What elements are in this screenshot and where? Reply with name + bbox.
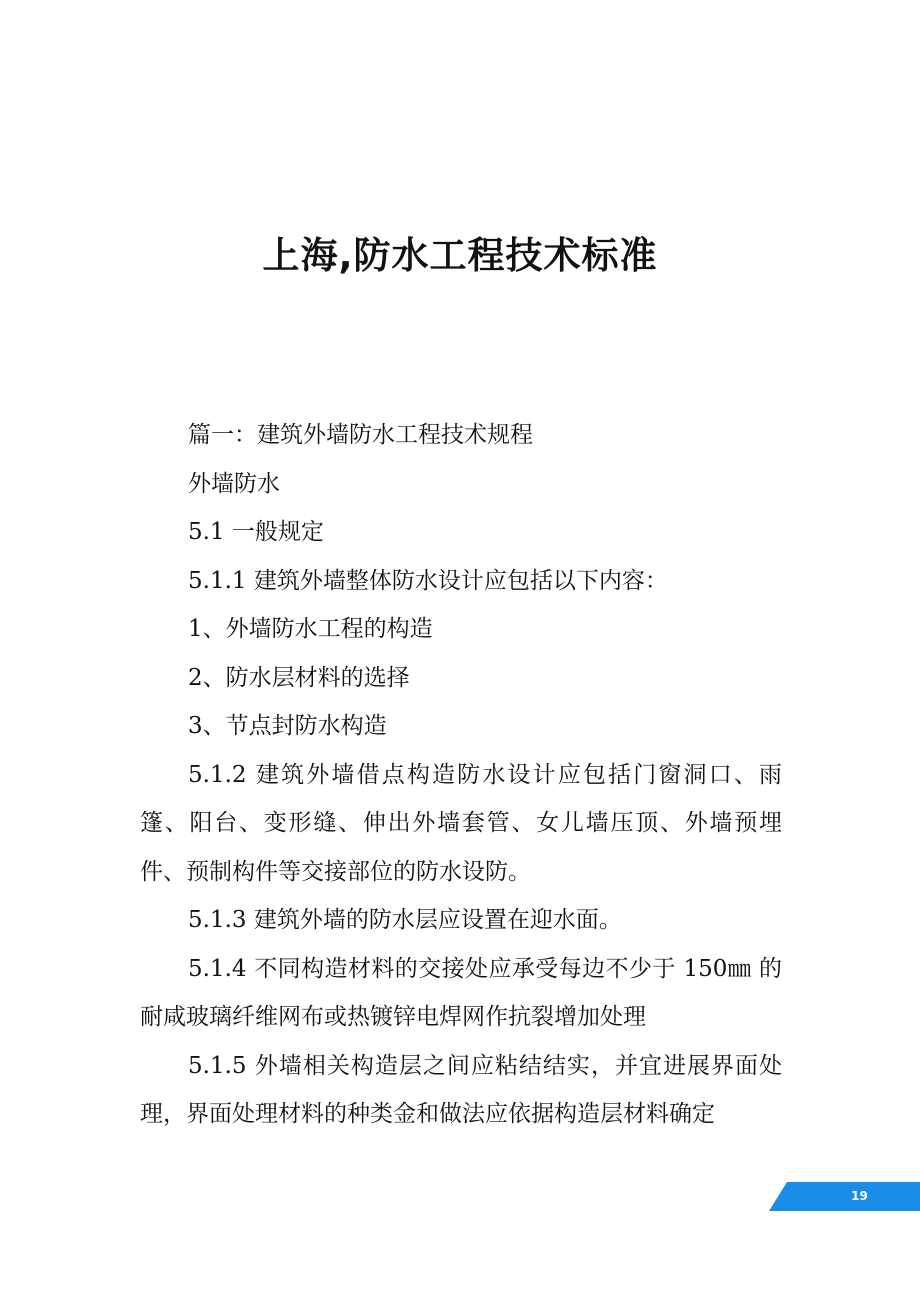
document-body bbox=[140, 411, 782, 1139]
paragraph: 篇一：建筑外墙防水工程技术规程 bbox=[188, 422, 533, 448]
paragraph: 5.1.4 不同构造材料的交接处应承受每边不少于 150㎜ 的耐咸玻璃纤维网布或热镀锌电焊网作抗裂增加处理 bbox=[140, 955, 782, 1030]
page-number: 19 bbox=[851, 1189, 868, 1203]
paragraph: 5.1 一般规定 bbox=[188, 519, 324, 545]
page-number-badge bbox=[769, 1182, 920, 1211]
paragraph: 1、外墙防水工程的构造 bbox=[188, 616, 433, 642]
paragraph: 外墙防水 bbox=[188, 470, 280, 497]
paragraph: 5.1.5 外墙相关构造层之间应粘结结实，并宜进展界面处理，界面处理材料的种类金和做法应依据构造层材料确定 bbox=[140, 1052, 782, 1127]
paragraph: 5.1.1 建筑外墙整体防水设计应包括以下内容： bbox=[188, 567, 668, 594]
page-title: 上海,防水工程技术标准 bbox=[262, 234, 658, 277]
paragraph: 5.1.3 建筑外墙的防水层应设置在迎水面。 bbox=[188, 907, 622, 933]
paragraph: 2、防水层材料的选择 bbox=[188, 664, 410, 691]
paragraph: 3、节点封防水构造 bbox=[188, 713, 387, 739]
paragraph: 5.1.2 建筑外墙借点构造防水设计应包括门窗洞口、雨篷、阳台、变形缝、伸出外墙套管、女儿墙压顶、外墙预埋件、预制构件等交接部位的防水设防。 bbox=[140, 761, 782, 885]
